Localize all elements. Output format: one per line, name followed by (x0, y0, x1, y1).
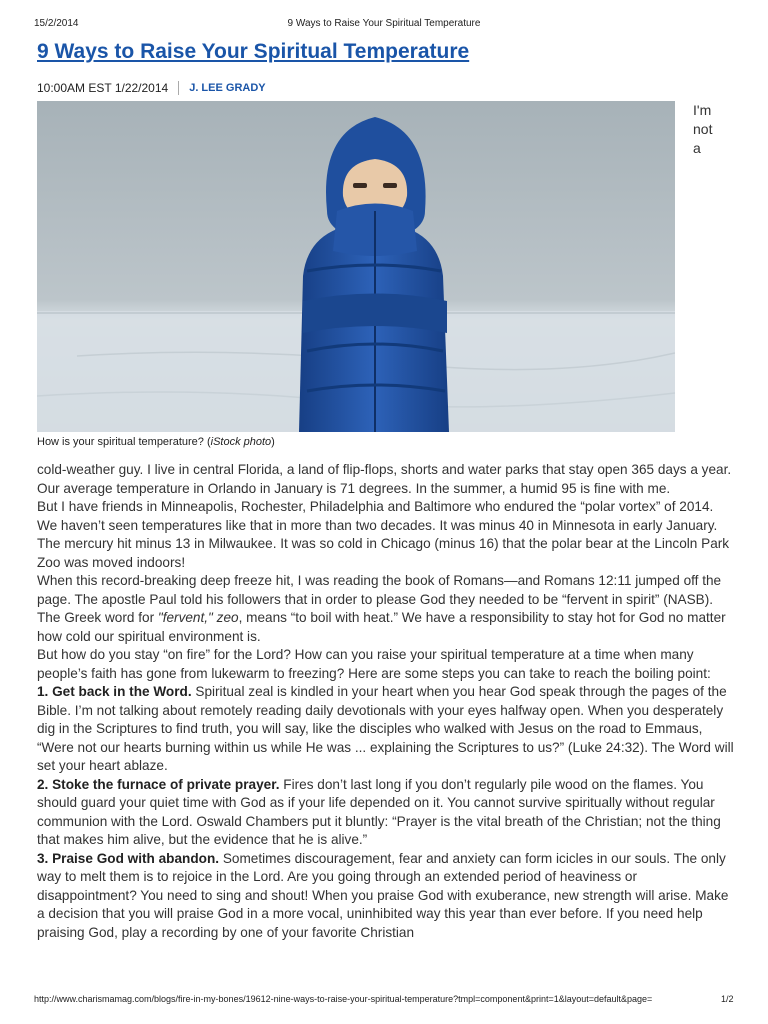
photo-credit: iStock photo (210, 436, 272, 448)
article-title[interactable]: 9 Ways to Raise Your Spiritual Temperature (37, 40, 470, 63)
page-number: 1/2 (721, 994, 734, 1004)
photo-caption: How is your spiritual temperature? (iStock photo) (37, 436, 275, 448)
article-photo (37, 101, 675, 432)
step-heading: 2. Stoke the furnace of private prayer. (37, 776, 280, 792)
intro-word: not (693, 121, 713, 137)
page-url[interactable]: http://www.charismamag.com/blogs/fire-in-my-bones/19612-nine-ways-to-raise-your-spiritual-temperature?tmpl=component&print=1&layout=default&page= (34, 994, 653, 1004)
print-date: 15/2/2014 (34, 18, 79, 29)
intro-word: I'm (693, 102, 712, 118)
intro-word: a (693, 140, 701, 156)
cold-man-illustration (37, 101, 675, 432)
step-2: 2. Stoke the furnace of private prayer. Fires don’t last long if you don’t regularly pile wood on the flames. You should guard your quiet time with God as if your life depended on it. You cannot survive spiritually without regular communion with the Lord. Oswald Chambers put it bluntly: “Prayer is the vital breath of the Christian; not the thing that makes him alive, but the evidence that he is alive.” (37, 776, 721, 847)
paragraph: But I have friends in Minneapolis, Rochester, Philadelphia and Baltimore who endured the “polar vortex” of 2014. We haven’t seen temperatures like that in more than two decades. It was minus 40 in Minnesota in early January. The mercury hit minus 13 in Milwaukee. It was so cold in Chicago (minus 16) that the polar bear at the Lincoln Park Zoo was moved indoors! (37, 499, 730, 570)
article-body (37, 461, 737, 942)
paragraph: When this record-breaking deep freeze hit, I was reading the book of Romans—and Romans 12:11 jumped off the page. The apostle Paul told his followers that in order to please God they needed to be “fervent in spirit” (NASB). The Greek word for "fervent," zeo, means “to boil with heat.” We have a responsibility to stay hot for God no matter how cold our spiritual environment is. (37, 573, 726, 644)
paragraph: cold-weather guy. I live in central Florida, a land of flip-flops, shorts and water parks that stay open 365 days a year. Our average temperature in Orlando in January is 71 degrees. In the summer, a humid 95 is fine with me. (37, 462, 732, 496)
print-header (0, 12, 768, 28)
paragraph: But how do you stay “on fire” for the Lord? How can you raise your spiritual temperature at a time when many people’s faith has gone from lukewarm to freezing? Here are some steps you can take to reach the boiling point: (37, 647, 711, 681)
greek-word: "fervent," zeo (157, 610, 239, 625)
byline (37, 81, 266, 95)
wrapped-intro-text (693, 101, 733, 158)
byline-divider (178, 81, 179, 95)
step-heading: 1. Get back in the Word. (37, 684, 192, 699)
step-3: 3. Praise God with abandon. Sometimes discouragement, fear and anxiety can form icicles in our souls. The only way to melt them is to rejoice in the Lord. Are you going through an extended period of heaviness or disappointment? You need to sing and shout! When you praise God with exuberance, new strength will arise. Make a decision that you will praise God in a more vocal, uninhibited way this year than ever before. If you need help praising God, play a recording by one of your favorite Christian (37, 850, 729, 940)
step-heading: 3. Praise God with abandon. (37, 850, 220, 866)
step-1: 1. Get back in the Word. Spiritual zeal is kindled in your heart when you hear God speak through the pages of the Bible. I’m not talking about remotely reading daily devotionals with your eyes halfway open. When you desperately dig in the Scriptures to find truth, you will say, like the disciples who walked with Jesus on the road to Emmaus, “Were not our hearts burning within us while He was ... explaining the Scriptures to us?” (Luke 24:32). The Word will set your heart ablaze. (37, 684, 734, 773)
article-timestamp: 10:00AM EST 1/22/2014 (37, 81, 169, 95)
author-link[interactable]: J. LEE GRADY (189, 82, 266, 94)
print-page-title: 9 Ways to Raise Your Spiritual Temperature (287, 18, 481, 29)
